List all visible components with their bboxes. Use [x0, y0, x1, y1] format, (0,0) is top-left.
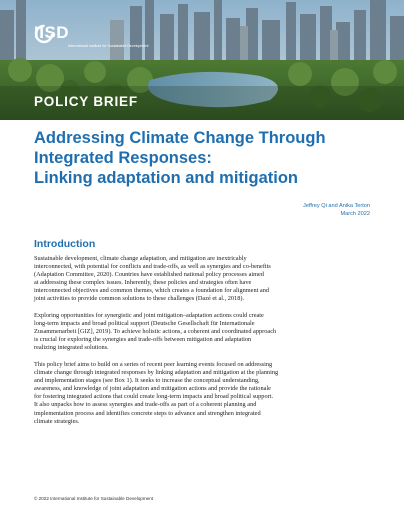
text-line: at addressing these complex issues. Inherently, these policies and strategies often have: [34, 279, 252, 287]
title-panel: [0, 120, 370, 198]
text-line: and implementation stages (see Box 1). It seeks to increase the conceptual understanding,: [34, 377, 260, 385]
section-heading-introduction: Introduction: [34, 238, 96, 250]
text-line: (Adaptation Committee, 2020). Countries have established national policy processes aimed: [34, 271, 264, 279]
text-line: for fostering integrated actions that could create long-term impacts and broad political support.: [34, 393, 274, 401]
text-line: interconnected, with potential for conflicts and trade-offs, as well as synergies and co-benefits: [34, 263, 271, 271]
text-line: Zusammenarbeit [GIZ], 2019). To achieve holistic actions, a coherent and coordinated approach: [34, 328, 277, 336]
iisd-logo-icon: [34, 24, 54, 44]
title-line-1: Addressing Climate Change Through: [34, 129, 326, 147]
text-line: long-term impacts and broad political support (Deutsche Gesellschaft für Internationale: [34, 320, 255, 328]
document-type-label: POLICY BRIEF: [34, 94, 138, 109]
title-line-2: Integrated Responses:: [34, 149, 212, 167]
text-line: climate change through integrated responses by linking adaptation and mitigation at the planning: [34, 369, 279, 377]
paragraph-3: [34, 361, 374, 426]
text-line: Sustainable development, climate change adaptation, and mitigation are inextricably: [34, 255, 247, 262]
iisd-logo[interactable]: [34, 24, 69, 41]
text-line: implementation process and identifies concrete steps to advance and strengthen integrated: [34, 409, 261, 417]
text-line: awareness, and knowledge of joint adaptation and mitigation actions and provide the rationale: [34, 385, 271, 393]
authors-block: [303, 202, 370, 218]
text-line: interconnected objectives and common themes, which creates a foundation for alignment and: [34, 287, 270, 295]
paragraph-1: [34, 255, 374, 304]
paragraph-2: [34, 312, 374, 352]
copyright-footer: © 2022 International Institute for Sustainable Development: [34, 496, 154, 501]
text-line: realizing integrated solutions.: [34, 344, 109, 352]
title-line-3: Linking adaptation and mitigation: [34, 169, 298, 187]
text-line: Exploring opportunities for synergistic and joint mitigation–adaptation actions could create: [34, 312, 264, 319]
text-line: joint activities to provide common solutions to these challenges (Dazé et al., 2018).: [34, 295, 245, 303]
hero-city-image: [0, 0, 404, 120]
logo-wordmark: IISD: [34, 23, 70, 42]
text-line: This policy brief aims to build on a series of recent peer learning events focused on addressing: [34, 361, 273, 368]
text-line: is crucial for exploring the synergies and trade-offs between mitigation and adaptation: [34, 336, 252, 344]
authors: Jeffrey Qi and Anika Terton: [303, 203, 370, 209]
logo-subtitle: International Institute for Sustainable Development: [68, 44, 149, 48]
text-line: climate strategies.: [34, 417, 80, 425]
text-line: It also unpacks how to assess synergies and trade-offs as part of a coherent planning and: [34, 401, 257, 409]
publication-date: March 2022: [340, 211, 370, 217]
